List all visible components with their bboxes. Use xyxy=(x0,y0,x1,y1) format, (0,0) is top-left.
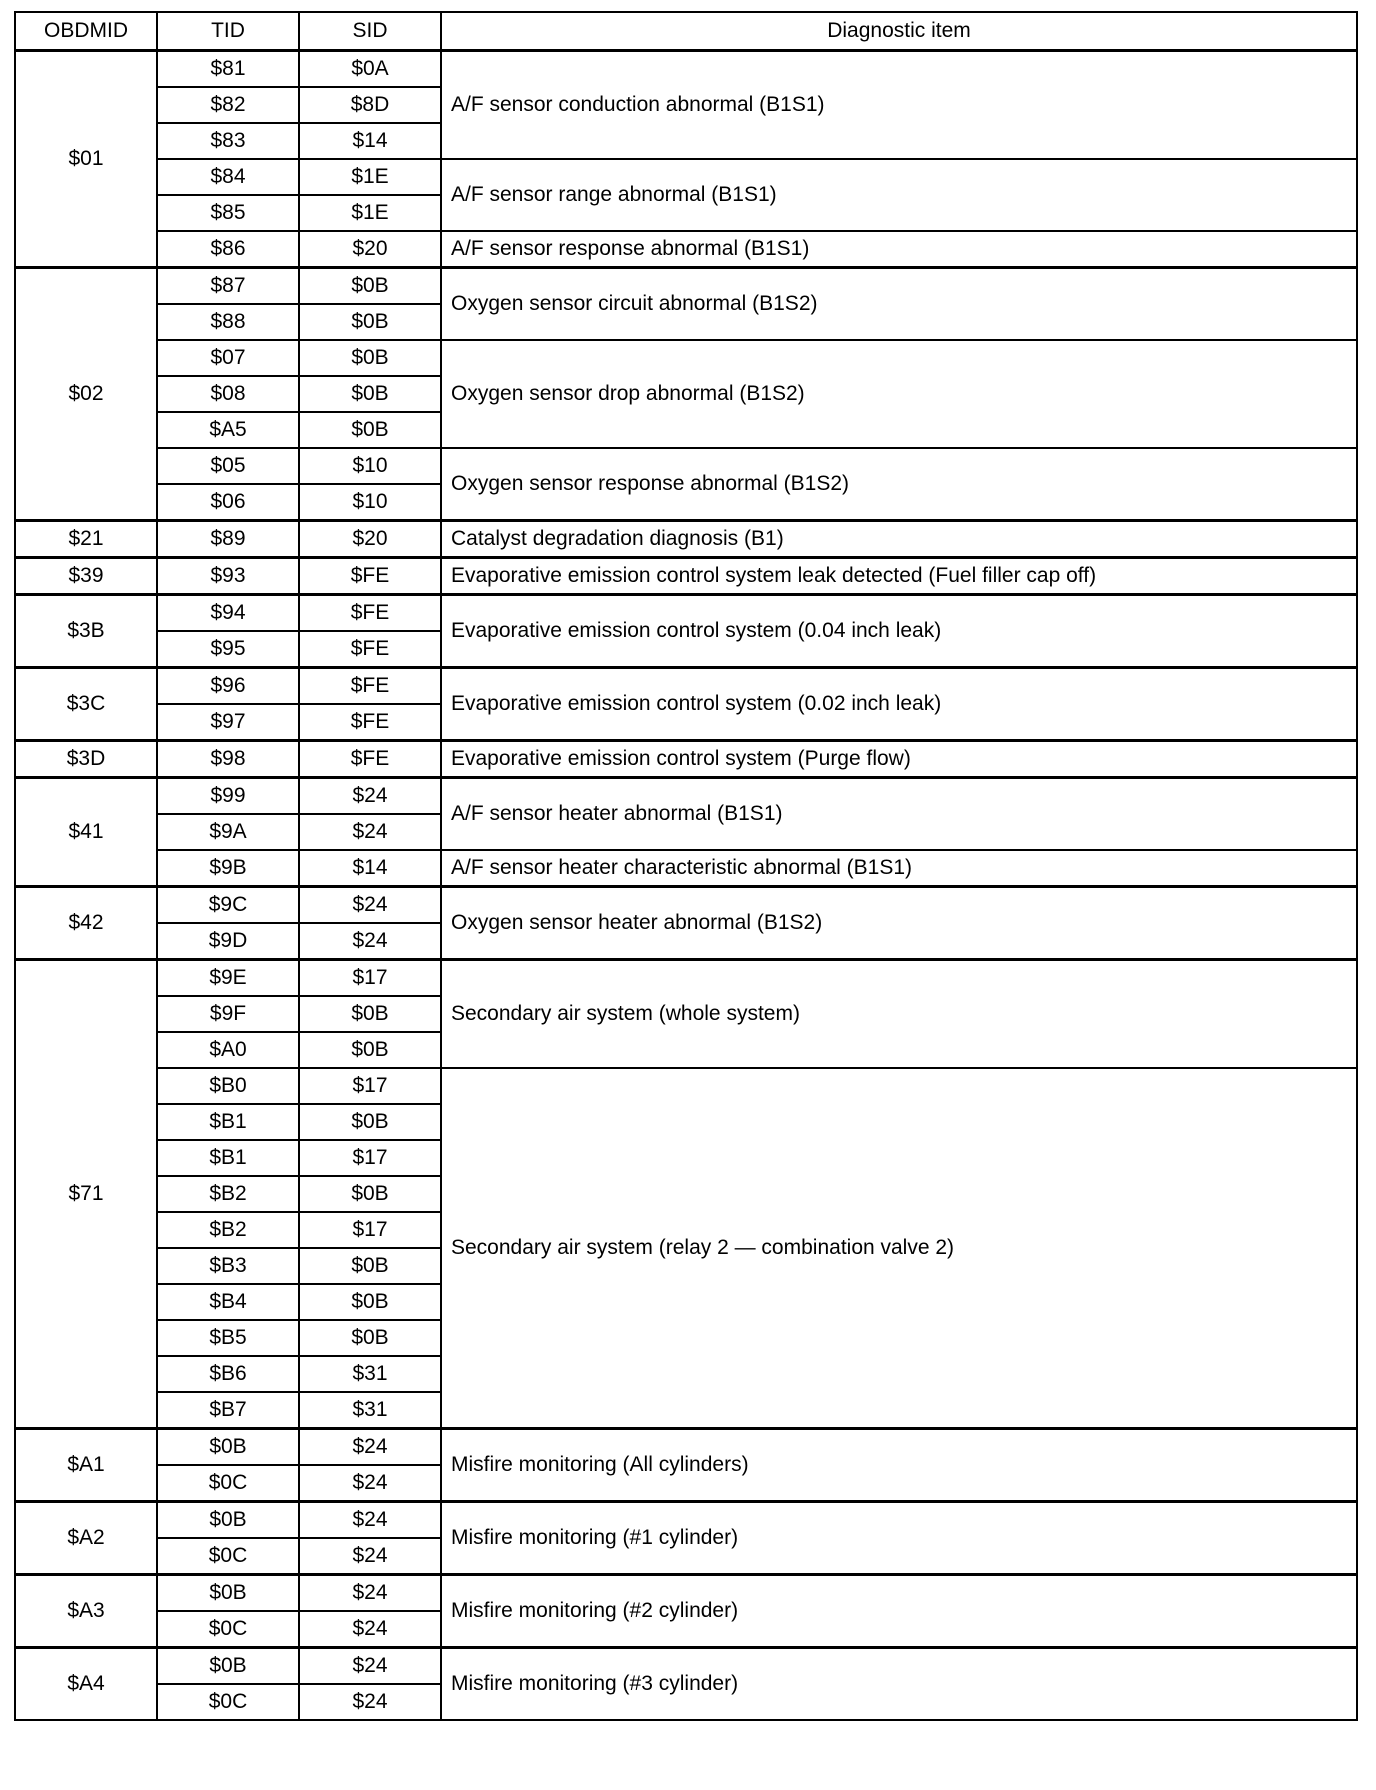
sid-cell: $24 xyxy=(299,1611,441,1648)
diagnostic-item-cell: Oxygen sensor drop abnormal (B1S2) xyxy=(441,340,1357,448)
header-sid: SID xyxy=(299,12,441,51)
diagnostic-item-cell: Catalyst degradation diagnosis (B1) xyxy=(441,521,1357,558)
sid-cell: $1E xyxy=(299,195,441,231)
sid-cell: $24 xyxy=(299,923,441,960)
sid-cell: $FE xyxy=(299,741,441,778)
sid-cell: $FE xyxy=(299,631,441,668)
sid-cell: $24 xyxy=(299,1575,441,1612)
table-row xyxy=(15,1648,1357,1685)
sid-cell: $17 xyxy=(299,960,441,997)
tid-cell: $0C xyxy=(157,1684,299,1720)
sid-cell: $24 xyxy=(299,778,441,815)
tid-cell: $07 xyxy=(157,340,299,376)
table-row xyxy=(15,960,1357,997)
sid-cell: $24 xyxy=(299,1538,441,1575)
sid-cell: $24 xyxy=(299,1684,441,1720)
tid-cell: $9A xyxy=(157,814,299,850)
sid-cell: $0B xyxy=(299,1248,441,1284)
sid-cell: $24 xyxy=(299,1429,441,1466)
table-row xyxy=(15,521,1357,558)
sid-cell: $14 xyxy=(299,850,441,887)
diagnostic-item-cell: Evaporative emission control system (0.02 inch leak) xyxy=(441,668,1357,741)
obdmid-cell: $3D xyxy=(15,741,157,778)
diagnostic-item-cell: Secondary air system (whole system) xyxy=(441,960,1357,1069)
table-row xyxy=(15,159,1357,195)
obdmid-cell: $A4 xyxy=(15,1648,157,1721)
tid-cell: $A0 xyxy=(157,1032,299,1068)
tid-cell: $9D xyxy=(157,923,299,960)
sid-cell: $0B xyxy=(299,1032,441,1068)
table-row xyxy=(15,231,1357,268)
table-body xyxy=(15,51,1357,1721)
sid-cell: $0B xyxy=(299,412,441,448)
tid-cell: $98 xyxy=(157,741,299,778)
sid-cell: $FE xyxy=(299,595,441,632)
sid-cell: $17 xyxy=(299,1140,441,1176)
sid-cell: $0B xyxy=(299,1320,441,1356)
diagnostic-item-cell: A/F sensor range abnormal (B1S1) xyxy=(441,159,1357,231)
sid-cell: $24 xyxy=(299,1502,441,1539)
tid-cell: $0C xyxy=(157,1538,299,1575)
sid-cell: $17 xyxy=(299,1212,441,1248)
tid-cell: $A5 xyxy=(157,412,299,448)
tid-cell: $08 xyxy=(157,376,299,412)
tid-cell: $87 xyxy=(157,268,299,305)
tid-cell: $B2 xyxy=(157,1212,299,1248)
tid-cell: $88 xyxy=(157,304,299,340)
tid-cell: $0C xyxy=(157,1465,299,1502)
tid-cell: $9F xyxy=(157,996,299,1032)
header-row xyxy=(15,12,1357,51)
tid-cell: $B4 xyxy=(157,1284,299,1320)
sid-cell: $14 xyxy=(299,123,441,159)
tid-cell: $B7 xyxy=(157,1392,299,1429)
sid-cell: $17 xyxy=(299,1068,441,1104)
header-obdmid: OBDMID xyxy=(15,12,157,51)
obdmid-cell: $42 xyxy=(15,887,157,960)
table-row xyxy=(15,51,1357,88)
diagnostic-item-cell: Evaporative emission control system (0.04 inch leak) xyxy=(441,595,1357,668)
tid-cell: $81 xyxy=(157,51,299,88)
sid-cell: $0B xyxy=(299,340,441,376)
sid-cell: $24 xyxy=(299,814,441,850)
obdmid-cell: $3B xyxy=(15,595,157,668)
tid-cell: $94 xyxy=(157,595,299,632)
tid-cell: $B1 xyxy=(157,1140,299,1176)
table-row xyxy=(15,850,1357,887)
table-row xyxy=(15,595,1357,632)
diagnostic-item-cell: Misfire monitoring (#3 cylinder) xyxy=(441,1648,1357,1721)
tid-cell: $97 xyxy=(157,704,299,741)
sid-cell: $24 xyxy=(299,1465,441,1502)
diagnostic-item-cell: Oxygen sensor circuit abnormal (B1S2) xyxy=(441,268,1357,341)
table-row xyxy=(15,1429,1357,1466)
tid-cell: $9E xyxy=(157,960,299,997)
tid-cell: $9B xyxy=(157,850,299,887)
obdmid-cell: $A2 xyxy=(15,1502,157,1575)
tid-cell: $06 xyxy=(157,484,299,521)
table-row xyxy=(15,268,1357,305)
diagnostic-item-cell: Evaporative emission control system leak detected (Fuel filler cap off) xyxy=(441,558,1357,595)
tid-cell: $0B xyxy=(157,1648,299,1685)
diagnostic-item-cell: Misfire monitoring (#1 cylinder) xyxy=(441,1502,1357,1575)
tid-cell: $B5 xyxy=(157,1320,299,1356)
diagnostic-item-cell: A/F sensor conduction abnormal (B1S1) xyxy=(441,51,1357,160)
tid-cell: $89 xyxy=(157,521,299,558)
header-tid: TID xyxy=(157,12,299,51)
table-row xyxy=(15,1502,1357,1539)
tid-cell: $B0 xyxy=(157,1068,299,1104)
table-row xyxy=(15,668,1357,705)
table-row xyxy=(15,741,1357,778)
tid-cell: $84 xyxy=(157,159,299,195)
sid-cell: $0B xyxy=(299,376,441,412)
obdmid-cell: $02 xyxy=(15,268,157,521)
tid-cell: $05 xyxy=(157,448,299,484)
sid-cell: $0B xyxy=(299,996,441,1032)
tid-cell: $B2 xyxy=(157,1176,299,1212)
table-row xyxy=(15,448,1357,484)
diagnostic-item-cell: Secondary air system (relay 2 — combination valve 2) xyxy=(441,1068,1357,1429)
sid-cell: $0B xyxy=(299,1176,441,1212)
tid-cell: $0B xyxy=(157,1429,299,1466)
sid-cell: $10 xyxy=(299,448,441,484)
sid-cell: $0B xyxy=(299,304,441,340)
sid-cell: $1E xyxy=(299,159,441,195)
table-row xyxy=(15,1575,1357,1612)
tid-cell: $96 xyxy=(157,668,299,705)
tid-cell: $0B xyxy=(157,1575,299,1612)
tid-cell: $0C xyxy=(157,1611,299,1648)
tid-cell: $85 xyxy=(157,195,299,231)
diagnostic-item-cell: A/F sensor heater abnormal (B1S1) xyxy=(441,778,1357,851)
sid-cell: $24 xyxy=(299,1648,441,1685)
obdmid-cell: $39 xyxy=(15,558,157,595)
diagnostic-item-cell: A/F sensor heater characteristic abnormal (B1S1) xyxy=(441,850,1357,887)
tid-cell: $0B xyxy=(157,1502,299,1539)
tid-cell: $B3 xyxy=(157,1248,299,1284)
sid-cell: $0B xyxy=(299,268,441,305)
diagnostic-item-cell: Misfire monitoring (#2 cylinder) xyxy=(441,1575,1357,1648)
table-row xyxy=(15,778,1357,815)
sid-cell: $20 xyxy=(299,521,441,558)
sid-cell: $FE xyxy=(299,558,441,595)
obdmid-cell: $01 xyxy=(15,51,157,268)
sid-cell: $0B xyxy=(299,1284,441,1320)
diagnostic-item-cell: Misfire monitoring (All cylinders) xyxy=(441,1429,1357,1502)
tid-cell: $9C xyxy=(157,887,299,924)
sid-cell: $0A xyxy=(299,51,441,88)
tid-cell: $93 xyxy=(157,558,299,595)
sid-cell: $24 xyxy=(299,887,441,924)
diagnostic-item-cell: A/F sensor response abnormal (B1S1) xyxy=(441,231,1357,268)
obdmid-cell: $41 xyxy=(15,778,157,887)
tid-cell: $B6 xyxy=(157,1356,299,1392)
obdmid-diagnostic-table xyxy=(14,11,1358,1721)
obdmid-cell: $A3 xyxy=(15,1575,157,1648)
tid-cell: $83 xyxy=(157,123,299,159)
tid-cell: $99 xyxy=(157,778,299,815)
table-row xyxy=(15,340,1357,376)
sid-cell: $31 xyxy=(299,1392,441,1429)
header-diagnostic-item: Diagnostic item xyxy=(441,12,1357,51)
sid-cell: $10 xyxy=(299,484,441,521)
sid-cell: $FE xyxy=(299,704,441,741)
sid-cell: $FE xyxy=(299,668,441,705)
obdmid-cell: $3C xyxy=(15,668,157,741)
sid-cell: $8D xyxy=(299,87,441,123)
obdmid-cell: $A1 xyxy=(15,1429,157,1502)
sid-cell: $0B xyxy=(299,1104,441,1140)
tid-cell: $B1 xyxy=(157,1104,299,1140)
diagnostic-item-cell: Oxygen sensor heater abnormal (B1S2) xyxy=(441,887,1357,960)
table-row xyxy=(15,1068,1357,1104)
tid-cell: $82 xyxy=(157,87,299,123)
diagnostic-item-cell: Evaporative emission control system (Purge flow) xyxy=(441,741,1357,778)
tid-cell: $95 xyxy=(157,631,299,668)
obdmid-cell: $71 xyxy=(15,960,157,1429)
table-row xyxy=(15,558,1357,595)
obdmid-cell: $21 xyxy=(15,521,157,558)
sid-cell: $20 xyxy=(299,231,441,268)
tid-cell: $86 xyxy=(157,231,299,268)
sid-cell: $31 xyxy=(299,1356,441,1392)
diagnostic-item-cell: Oxygen sensor response abnormal (B1S2) xyxy=(441,448,1357,521)
table-row xyxy=(15,887,1357,924)
